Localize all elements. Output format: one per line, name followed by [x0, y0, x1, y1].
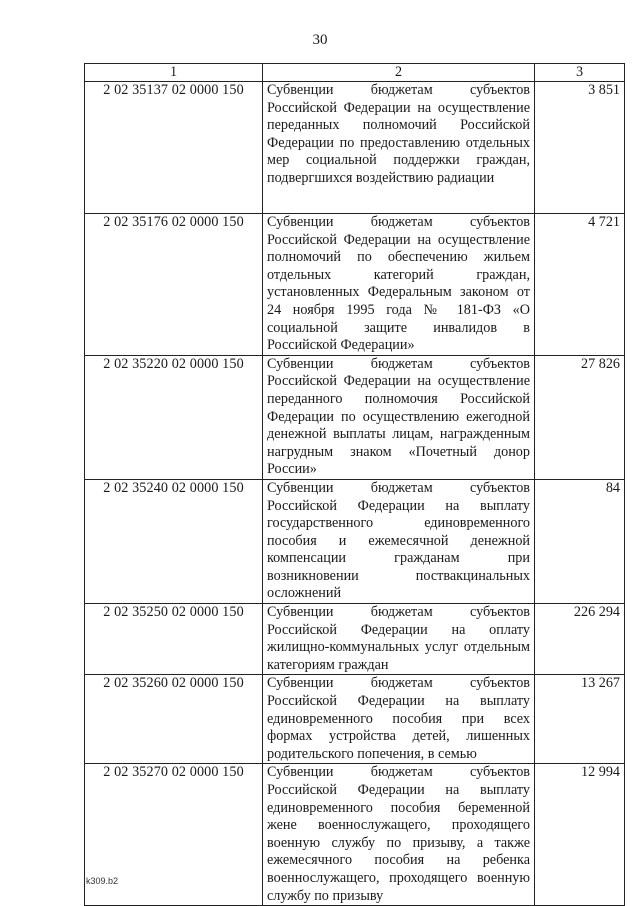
revenue-name: Субвенции бюджетам субъектов Российской Федерации на выплату государственного единовременного пособия и ежемесячной денежной компенсации гражданам при возникновении поствакцинальных осложнений	[263, 479, 535, 603]
revenue-amount: 3 851	[535, 82, 625, 214]
table-row	[85, 82, 625, 214]
table-row	[85, 604, 625, 675]
revenue-amount: 12 994	[535, 764, 625, 906]
revenue-name: Субвенции бюджетам субъектов Российской Федерации на осуществление переданных полномочий Российской Федерации по предоставлению отдельных мер социальной поддержки граждан, подвергшихся воздействию радиации	[263, 82, 535, 214]
revenue-amount: 13 267	[535, 675, 625, 764]
revenue-code: 2 02 35270 02 0000 150	[85, 764, 263, 906]
revenue-amount: 226 294	[535, 604, 625, 675]
revenue-name: Субвенции бюджетам субъектов Российской Федерации на осуществление переданного полномочия Российской Федерации по осуществлению ежегодной денежной выплаты лицам, награжденным нагрудным знаком «Почетный донор России»	[263, 355, 535, 479]
table-row	[85, 479, 625, 603]
revenue-amount: 84	[535, 479, 625, 603]
footer-document-code: k309.b2	[86, 876, 119, 886]
revenue-amount: 27 826	[535, 355, 625, 479]
revenue-code: 2 02 35240 02 0000 150	[85, 479, 263, 603]
table-row	[85, 355, 625, 479]
revenue-name: Субвенции бюджетам субъектов Российской Федерации на выплату единовременного пособия беременной жене военнослужащего, проходящего военную службу по призыву, а также ежемесячного пособия на ребенка военнослужащего, проходящего военную службу по призыву	[263, 764, 535, 906]
revenue-code: 2 02 35260 02 0000 150	[85, 675, 263, 764]
revenue-name: Субвенции бюджетам субъектов Российской Федерации на выплату единовременного пособия при всех формах устройства детей, лишенных родительского попечения, в семью	[263, 675, 535, 764]
revenue-code: 2 02 35176 02 0000 150	[85, 214, 263, 356]
column-header-name: 2	[263, 64, 535, 82]
table-row	[85, 675, 625, 764]
table-header-row	[85, 64, 625, 82]
revenue-amount: 4 721	[535, 214, 625, 356]
column-header-code: 1	[85, 64, 263, 82]
revenue-name: Субвенции бюджетам субъектов Российской Федерации на оплату жилищно-коммунальных услуг отдельным категориям граждан	[263, 604, 535, 675]
column-header-value: 3	[535, 64, 625, 82]
budget-table	[84, 63, 625, 906]
revenue-code: 2 02 35220 02 0000 150	[85, 355, 263, 479]
revenue-name: Субвенции бюджетам субъектов Российской Федерации на осуществление полномочий по обеспечению жильем отдельных категорий граждан, установленных Федеральным законом от 24 ноября 1995 года № 181-ФЗ «О социальной защите инвалидов в Российской Федерации»	[263, 214, 535, 356]
table-row	[85, 764, 625, 906]
table-row	[85, 214, 625, 356]
revenue-code: 2 02 35137 02 0000 150	[85, 82, 263, 214]
page-number: 30	[312, 32, 328, 48]
revenue-code: 2 02 35250 02 0000 150	[85, 604, 263, 675]
